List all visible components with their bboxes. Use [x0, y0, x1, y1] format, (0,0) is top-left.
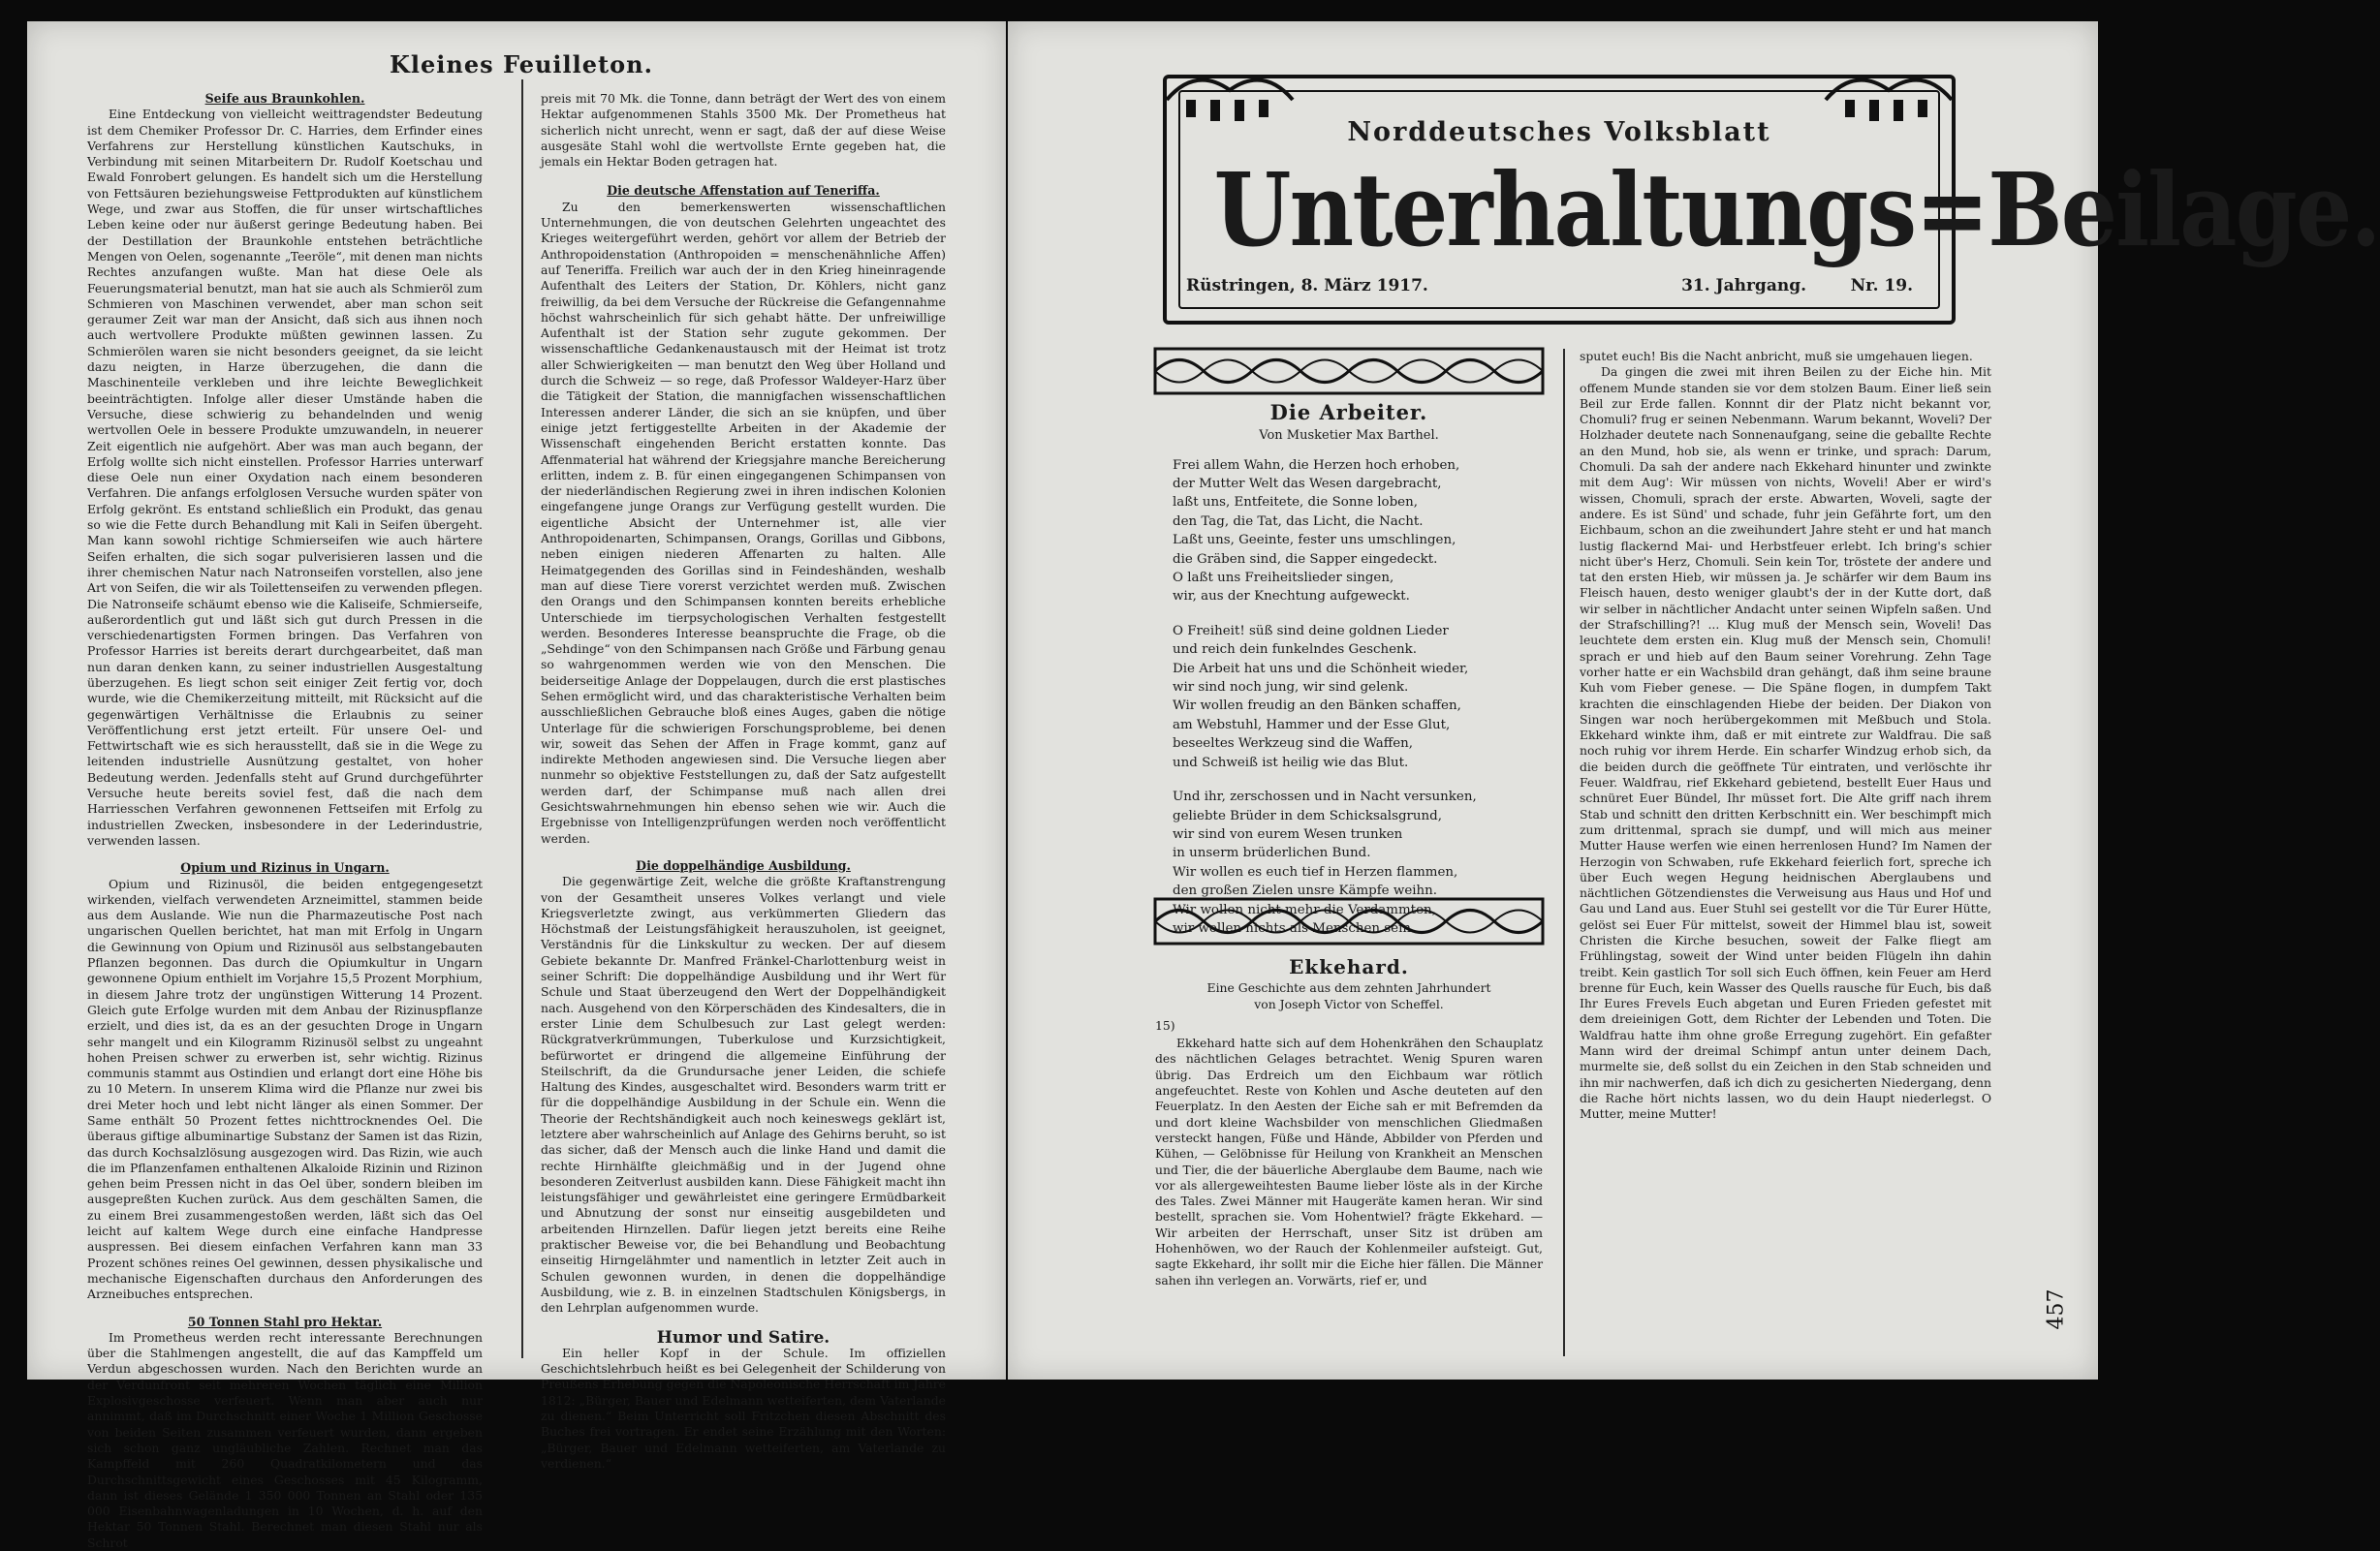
section-text-stahl: Im Prometheus werden recht interessante Berechnungen über die Stahlmengen angestellt, die auf das Kampffeld um Verdun abgeschossen wurden. Nach den Berichten wurde an der Verdunfront seit mehreren Wochen täglich eine Million Explosivgeschosse verfeuert. Wenn man aber auch nur annimmt, daß im Durchschnitt einer Woche 1 Million Geschosse von beiden Seiten zusammen verfeuert wurden, dann ergeben sich schon ganz ungläubliche Zahlen. Rechnet man das Kampffeld mit 260 Quadratkilometern und das Durchschnittsgewicht eines Geschosses mit 45 Kilogramm, dann ist dieses Gelände 1 350 000 Tonnen an Stahl oder 135 000 Eisenbahnwagenladungen in 10 Wochen, d. h. auf den Hektar 50 Tonnen Stahl. Berechnet man diesen Stahl nur als Schrot — [87, 1329, 483, 1550]
poem-line: beseeltes Werkzeug sind die Waffen, — [1173, 736, 1414, 752]
poem-line: Laßt uns, Geeinte, fester uns umschlingen, — [1173, 533, 1456, 548]
poem-line: wir sind von eurem Wesen trunken — [1173, 826, 1403, 842]
right-page — [1008, 21, 2380, 1380]
masthead-publisher: Norddeutsches Volksblatt — [1347, 117, 1771, 147]
poem-line: Die Arbeit hat uns und die Schönheit wieder, — [1173, 661, 1469, 676]
novel-text-cont-1: sputet euch! Bis die Nacht anbricht, muß sie umgehauen liegen. — [1580, 349, 1973, 363]
poem-line: Frei allem Wahn, die Herzen hoch erhoben, — [1173, 457, 1460, 473]
top-ornament-band-icon — [1155, 349, 1543, 393]
poem-line: und Schweiß ist heilig wie das Blut. — [1173, 755, 1409, 770]
poem-body — [1173, 456, 1543, 939]
poem-line: geliebte Brüder in dem Schicksalsgrund, — [1173, 808, 1443, 823]
poem-stanza — [1173, 456, 1543, 606]
feuilleton-title: Kleines Feuilleton. — [390, 50, 653, 78]
novel-author: von Joseph Victor von Scheffel. — [1254, 996, 1444, 1011]
left-page — [27, 21, 1006, 1550]
section-title-seife: Seife aus Braunkohlen. — [204, 91, 365, 106]
section-text-opium: Opium und Rizinusöl, die beiden entgegengesetzt wirkenden, vielfach verwendeten Arzneimittel, stammen beide aus dem Auslande. Wie nun die Pharmazeutische Post nach ungarischen Quellen berichtet, hat man mit Erfolg in Ungarn die Gewinnung von Opium und Rizinusöl aus selbstangebauten Pflanzen begonnen. Das durch die Opiumkultur in Ungarn gewonnene Opium enthielt im Vorjahre 15,5 Prozent Morphium, in diesem Jahre trotz der ungünstigen Witterung 14 Prozent. Gleich gute Erfolge wurden mit dem Anbau der Rizinuspflanze erzielt, und dies ist, da es an der gesuchten Droge in Ungarn sehr mangelt und ein Kilogramm Rizinusöl selbst zu ungeahnt hohen Preisen schwer zu erwerben ist, sehr wichtig. Rizinus communis stammt aus Ostindien und erlangt dort eine Höhe bis zu 10 Metern. In unserem Klima wird die Pflanze nur zwei bis drei Meter hoch und lebt nicht länger als einen Sommer. Der Same enthält 50 Prozent fettes nichttrocknendes Oel. Die überaus giftige albuminartige Substanz der Samen ist das Rizin, das durch Kochsalzlösung ausgezogen wird. Das Rizin, wie auch die im Pflanzenfamen enthaltenen Alkaloide Rizinin und Rizinon gehen beim Pressen nicht in das Oel über, sondern bleiben im ausgepreßten Kuchen zurück. Aus dem geschälten Samen, die zu einem Brei zusammengestoßen werden, läßt sich das Oel leicht auf kaltem Wege durch eine einfache Handpresse auspressen. Bei diesem einfachen Verfahren kann man 33 Prozent schönes reines Oel gewinnen, dessen physikalische und mechanische Eigenschaften durchaus den Anforderungen des Arzneibuches entsprechen. — [87, 876, 483, 1302]
novel-title: Ekkehard. — [1289, 955, 1409, 978]
novel-text-cont-2: Da gingen die zwei mit ihren Beilen zu der Eiche hin. Mit offenem Munde standen sie vor dem stolzen Baum. Einer ließ sein Beil zur Erde fallen. Konnnt dir der Platz nicht bekannt vor, Chomuli? frug er seinen Nebenmann. Warum bekannt, Woveli? Der Holzhader deutete nach Sonnenaufgang, seine die geballte Rechte an den Mund, hob sie, als wenn er trinke, und sprach: Darum, Chomuli. Da sah der andere nach Ekkehard hinunter und zwinkte mit dem Aug': Wir müssen von nichts, Woveli! Aber er wird's wissen, Chomuli, sprach der erste. Abwarten, Woveli, sagte der andere. Es ist Sünd' und schade, fuhr jein Gefährte fort, um den Eichbaum, schon an die zweihundert Jahre steht er und hat manch lustig flackernd Mai- und Herbstfeuer erlebt. Ich bring's schier nicht über's Herz, Chomuli. Sein kein Tor, tröstete der andere und tat den ersten Hieb, wir müssen ja. Je schärfer wir dem Baum ins Fleisch hauen, desto weniger glaubt's der in der Kutte dort, daß wir selber in nächtlicher Andacht unter seinen Wipfeln saßen. Und der Strafschilling?! ... Klug muß der Mensch sein, Woveli! Das leuchtete dem ersten ein. Klug muß der Mensch sein, Chomuli! sprach er und hieb auf den Baum seiner Vorehrung. Zehn Tage vorher hatte er ein Wachsbild dran gehängt, daß ihm seine braune Kuh vom Fieber genese. — Die Späne flogen, in dumpfem Takt krachten die einschlagenden Hiebe der beiden. Der Diakon von Singen war noch herübergekommen mit Meßbuch und Stola. Ekkehard winkte ihm, daß er mit eintrete zur Waldfrau. Die saß noch ruhig vor ihrem Herde. Ein scharfer Windzug erhob sich, da die beiden durch die geöffnete Tür eintraten, und verlöschte ihr Feuer. Waldfrau, rief Ekkehard gebietend, bestellt Euer Haus und schnüret Euer Bündel, Ihr müsset fort. Die Alte griff nach ihrem Stab und schnitt den dritten Kerbschnitt ein. Wer beschimpft mich zum drittenmal, sprach sie dumpf, und will mich aus meiner Mutter Hause werfen wie einen herrenlosen Hund? Im Namen der Herzogin von Schwaben, rufe Ekkehard feierlich fort, spreche ich über Euch wegen Hegung heidnischen Aberglaubens und nächtlichen Götzendienstes die Verweisung aus Haus und Hof und Gau und Land aus. Euer Stuhl sei gestellt vor die Tür Eurer Hütte, gelöst sei Euer Für mittelst, soweit der Himmel blau ist, soweit Christen die Kirche besuchen, soweit der Falke fliegt am Frühlingstag, soweit der Wind unter beiden Flügeln ihn dahin treibt. Kein gastlich Tor soll sich Euch öffnen, kein Feuer am Herd brenne für Euch, kein Wasser des Quells rausche für Euch, bis daß Ihr Eures Frevels Euch abgetan und Euren Frieden gefestet mit dem dreieinigen Gott, dem Richter der Lebenden und Toten. Die Waldfrau hatte ihm ohne große Erregung zugehört. Ein gefaßter Mann wird der dreimal Schimpf antun unter deinem Dach, murmelte sie, deß sollst du ein Zeichen in den Stab schneiden und ihn mir nachwerfen, daß ich dich zu gesicherten Niedergang, denn die Rache hört nichts lassen, wo du dein Haupt niederlegst. O Mutter, meine Mutter! — [1580, 364, 1991, 1122]
poem-line: O Freiheit! süß sind deine goldnen Lieder — [1173, 623, 1449, 638]
poem-author: Von Musketier Max Barthel. — [1259, 428, 1439, 444]
column-rule — [521, 79, 523, 1358]
poem-line: laßt uns, Entfeitete, die Sonne loben, — [1173, 495, 1418, 511]
poem-line: der Mutter Welt das Wesen dargebracht, — [1173, 477, 1442, 491]
poem-line: Wir wollen es euch tief in Herzen flammen, — [1173, 864, 1458, 880]
masthead — [1163, 75, 2380, 325]
section-text-seife: Eine Entdeckung von vielleicht weittragendster Bedeutung ist dem Chemiker Professor Dr. C. Harries, dem Erfinder eines Verfahrens zur Herstellung künstlichen Kautschuks, in Verbindung mit seinen Mitarbeitern Dr. Rudolf Koetschau und Ewald Fonrobert gelungen. Es handelt sich um die Herstellung von Fettsäuren beziehungsweise Fettprodukten auf künstlichem Wege, und zwar aus Stoffen, die für unser wirtschaftliches Leben keine oder nur äußerst geringe Bedeutung haben. Bei der Destillation der Braunkohle entstehen beträchtliche Mengen von Oelen, sogenannte „Teeröle“, mit denen man nichts Rechtes anzufangen wußte. Man hat diese Oele als Feuerungsmaterial benutzt, man hat sie auch als Schmieröl zum Schmieren von Maschinen verwendet, aber man schon seit geraumer Zeit war man der Ansicht, daß sich aus ihnen noch auch wertvollere Produkte müßten gewinnen lassen. Zu Schmierölen waren sie nicht besonders geeignet, da sie leicht dazu neigten, in Harze überzugehen, die dann die Maschinenteile verkleben und ihre leichte Beweglichkeit beeinträchtigten. Infolge aller dieser Umstände haben die Versuche, diese schwierig zu behandelnden und wenig wertvollen Oele in bessere Produkte umzuwandeln, in neuerer Zeit eigentlich nie aufgehört. Aber was man auch begann, der Erfolg wollte sich nicht einstellen. Professor Harries unterwarf diese Oele nun einer Oxydation nach einem besonderen Verfahren. Die anfangs erfolglosen Versuche wurden später von Erfolg gekrönt. Es entstand schließlich ein Produkt, das genau so wie die Fette durch Behandlung mit Kali in Seifen übergeht. Man kann sowohl richtige Schmierseifen wie auch härtere Seifen erhalten, die sich sogar pulverisieren lassen und die ihrer chemischen Natur nach Natronseifen vorstellen, also jene Art von Seifen, die wir als Toilettenseifen zu verwenden pflegen. Die Natronseife schäumt ebenso wie die Kaliseife, Schmierseife, außerordentlich gut und läßt sich gut durch Pressen in die verschiedenartigsten Formen bringen. Das Verfahren von Professor Harries ist bereits derart durchgearbeitet, daß man nun daran denken kann, zu seiner industriellen Ausgestaltung überzugehen. Es liegt schon seit einiger Zeit fertig vor, doch wurde, wie die Chemikerzeitung mitteilt, mit Rücksicht auf die gegenwärtigen Verhältnisse die Erlaubnis zu seiner Veröffentlichung erst jetzt erteilt. Für unsere Oel- und Fettwirtschaft wie es sich herausstellt, daß sie in die Wege zu leitenden industrielle Ausnützung gestaltet, von hoher Bedeutung werden. Jedenfalls steht auf Grund durchgeführter Versuche heute bereits soviel fest, daß die nach dem Harriesschen Verfahren gewonnenen Fettseifen mit Erfolg zu industriellen Zwecken, insbesondere in der Lederindustrie, verwenden lassen. — [87, 107, 483, 848]
page-number: 457 — [2044, 1288, 2069, 1330]
poem-line: am Webstuhl, Hammer und der Esse Glut, — [1173, 717, 1451, 732]
right-column-rule — [1563, 349, 1565, 1356]
poem-line: Wir wollen freudig an den Bänken schaffen, — [1173, 698, 1461, 714]
poem-column — [1155, 401, 1543, 953]
section-title-doppelhaendig: Die doppelhändige Ausbildung. — [636, 857, 851, 873]
novel-subtitle: Eine Geschichte aus dem zehnten Jahrhundert — [1206, 980, 1491, 996]
poem-line: in unserm brüderlichen Bund. — [1173, 846, 1371, 861]
poem-line: Und ihr, zerschossen und in Nacht versunken, — [1173, 790, 1477, 805]
masthead-year: 31. Jahrgang. — [1681, 276, 1806, 295]
masthead-title: Unterhaltungs=Beilage. — [1213, 150, 2380, 269]
poem-line: O laßt uns Freiheitslieder singen, — [1173, 571, 1394, 586]
bottom-ornament-band-icon — [1155, 899, 1543, 944]
section-text-doppelhaendig: Die gegenwärtige Zeit, welche die größte Kraftanstrengung von der Gesamtheit unseres Volkes verlangt und viele Kriegsverletzte zwingt, aus verkümmerten Gliedern das Höchstmaß der Leistungsfähigkeit herauszuholen, ist geeignet, Verständnis für die Linkskultur zu wecken. Der auf diesem Gebiete bekannte Dr. Manfred Fränkel-Charlottenburg weist in seiner Schrift: Die doppelhändige Ausbildung und ihr Wert für Schule und Staat überzeugend den Wert der Doppelhändigkeit nach. Ausgehend von den Körperschäden des Kindesalters, die in erster Linie dem Schulbesuch zur Last gelegt werden: Rückgratverkrümmungen, Tuberkulose und Kurzsichtigkeit, befürwortet er dringend die allgemeine Einführung der Steilschrift, da die Grundursache jener Leiden, die schiefe Haltung des Kindes, ausgeschaltet wird. Besonders warm tritt er für die doppelhändige Ausbildung in der Schule ein. Wenn die Theorie der Rechtshändigkeit auch noch keineswegs geklärt ist, letztere aber wahrscheinlich auf Anlage des Gehirns beruht, so ist das sicher, daß der Mensch auch die linke Hand und damit die rechte Hirnhälfte gleichmäßig und in der Jugend ohne besonderen Zeitverlust ausbilden kann. Diese Fähigkeit macht ihn leistungsfähiger und gewährleistet eine geringere Ermüdbarkeit und Abnutzung der sonst nur einseitig ausgebildeten und arbeitenden Hirnzellen. Dafür liegen jetzt bereits eine Reihe praktischer Beweise vor, die bei Behandlung und Beobachtung einseitig Hirngelähmter und namentlich in letzter Zeit auch in Schulen gewonnen wurden, in denen die doppelhändige Ausbildung, wie z. B. in einzelnen Stadtschulen Königsbergs, in den Lehrplan aufgenommen wurde. — [541, 874, 946, 1316]
section-title-stahl: 50 Tonnen Stahl pro Hektar. — [187, 1314, 383, 1329]
poem-stanza — [1173, 622, 1543, 772]
right-column-2 — [1580, 349, 1991, 1123]
poem-line: den Tag, die Tat, das Licht, die Nacht. — [1173, 513, 1424, 529]
left-column-2 — [541, 91, 946, 1472]
left-column-1 — [87, 91, 483, 1551]
poem-line: wir sind noch jung, wir sind gelenk. — [1173, 680, 1409, 696]
section-text-affenstation: Zu den bemerkenswerten wissenschaftlichen Unternehmungen, die von deutschen Gelehrten ungeachtet des Krieges weitergeführt werden, gehört vor allem der Betrieb der Anthropoidenstation (Anthropoiden = menschenähnliche Affen) auf Teneriffa. Freilich war auch der in den Krieg hineinragende Aufenthalt des Leiters der Station, Dr. Köhlers, nicht ganz freiwillig, da bei dem Versuche der Rückreise die Gefangennahme höchst wahrscheinlich für sich gehabt hätte. Der unfreiwillige Aufenthalt ist der Station sehr zugute gekommen. Der wissenschaftliche Gedankenaustausch mit der Heimat ist trotz aller Schwierigkeiten — man benutzt den Weg über Holland und durch die Schweiz — so rege, daß Professor Waldeyer-Harz über die Tätigkeit der Station, die mannigfachen wissenschaftlichen Interessen anderer Länder, die sich an sie knüpfen, und über einige jetzt fertiggestellte Arbeiten in der Akademie der Wissenschaft eingehenden Bericht erstatten konnte. Das Affenmaterial hat während der Kriegsjahre manche Bereicherung erlitten, indem z. B. für einen eingegangenen Schimpansen von der niederländischen Regierung zwei in ihren indischen Kolonien eingefangene junge Orangs zur Verfügung gestellt wurden. Die eigentliche Absicht der Unternehmer ist, alle vier Anthropoidenarten, Schimpansen, Orangs, Gorillas und Gibbons, neben einigen niederen Affenarten zu halten. Alle Heimatgegenden des Gorillas sind in Feindeshänden, weshalb man auf diese Tiere vorerst verzichtet werden muß. Zwischen den Orangs und den Schimpansen konnten bereits erhebliche Unterschiede im tierpsychologischen Verhalten festgestellt werden. Besonderes Interesse beanspruchte die Frage, ob die „Sehdinge“ von den Schimpansen nach Größe und Färbung genau so wahrgenommen werden wie von den Menschen. Die beiderseitige Anlage der Doppelaugen, durch die erst plastisches Sehen ermöglicht wird, und das charakteristische Verhalten beim ausschließlichen Gebrauche bloß eines Auges, gaben die nötige Unterlage für die schwierigen Forschungsprobleme, bei denen wir, soweit das Sehen der Affen in Frage kommt, ganz auf indirekte Methoden angewiesen sind. Die Versuche liegen aber nunmehr so objektive Feststellungen zu, daß der Satz aufgestellt werden darf, der Schimpanse muß nach allen drei Gesichtswahrnehmungen hin ebenso sehen wie wir. Auch die Ergebnisse von Intelligenzprüfungen werden noch veröffentlicht werden. — [541, 199, 946, 846]
poem-line: wir wollen nichts als Menschen sein. — [1173, 920, 1416, 936]
section-text-humor: Ein heller Kopf in der Schule. Im offiziellen Geschichtslehrbuch heißt es bei Gelegenheit der Schilderung von Preußens Erhebung gegen die Napoleonische Herrschaft im Jahre 1812: „Bürger, Bauer und Edelmann wetteiferten, dem Vaterlande zu dienen.“ Beim Unterricht soll Fritzchen diesen Abschnitt des Buches frei vortragen. Er endet seine Erzählung mit den Worten: „Bürger, Bauer und Edelmann wetteiferten, am Vaterlande zu verdienen.“ — [541, 1345, 946, 1471]
poem-line: und reich dein funkelndes Geschenk. — [1173, 642, 1418, 658]
section-title-opium: Opium und Rizinus in Ungarn. — [180, 860, 390, 876]
poem-line: die Gräben sind, die Sapper eingedeckt. — [1173, 551, 1438, 567]
masthead-date: Rüstringen, 8. März 1917. — [1186, 276, 1428, 295]
section-title-humor: Humor und Satire. — [656, 1327, 830, 1348]
novel-installment-number: 15) — [1155, 1017, 1175, 1033]
poem-title: Die Arbeiter. — [1269, 400, 1428, 424]
poem-line: den großen Zielen unsre Kämpfe weihn. — [1173, 884, 1438, 899]
section-title-affenstation: Die deutsche Affenstation auf Teneriffa. — [607, 183, 880, 199]
section-text-stahl-cont: preis mit 70 Mk. die Tonne, dann beträgt der Wert des von einem Hektar aufgenommenen Stahls 3500 Mk. Der Prometheus hat sicherlich nicht unrecht, wenn er sagt, daß der auf diese Weise ausgesäte Stahl wohl die wertvollste Ernte gegeben hat, die jemals ein Hektar Boden getragen hat. — [541, 91, 946, 170]
poem-line: wir, aus der Knechtung aufgeweckt. — [1173, 589, 1410, 605]
novel-text: Ekkehard hatte sich auf dem Hohenkrähen den Schauplatz des nächtlichen Gelages betrachtet. Wenig Spuren waren übrig. Das Erdreich um den Eichbaum war rötlich angefeuchtet. Reste von Kohlen und Asche deuteten auf den Feuerplatz. In den Aesten der Eiche sah er mit Befremden da und dort kleine Wachsbilder von menschlichen Gliedmaßen versteckt hangen, Füße und Hände, Abbilder von Pferden und Kühen, — Gelöbnisse für Heilung von Krankheit an Menschen und Tier, die der bäuerliche Aberglaube dem Baume, nach wie vor als allergeweihtesten Baume lieber löste als in der Kirche des Tales. Zwei Männer mit Haugeräte kamen heran. Wir sind bestellt, sprachen sie. Vom Hohentwiel? frägte Ekkehard. — Wir arbeiten der Herrschaft, unser Sitz ist drüben am Hohenhöwen, wo der Rauch der Kohlenmeiler aufsteigt. Gut, sagte Ekkehard, ihr sollt mir die Eiche hier fällen. Die Männer sahen ihn verlegen an. Vorwärts, rief er, und — [1155, 1036, 1543, 1287]
novel-column — [1155, 955, 1543, 1288]
poem-line: Wir wollen nicht mehr die Verdammten, — [1173, 902, 1436, 917]
masthead-issue-number: Nr. 19. — [1850, 276, 1913, 295]
